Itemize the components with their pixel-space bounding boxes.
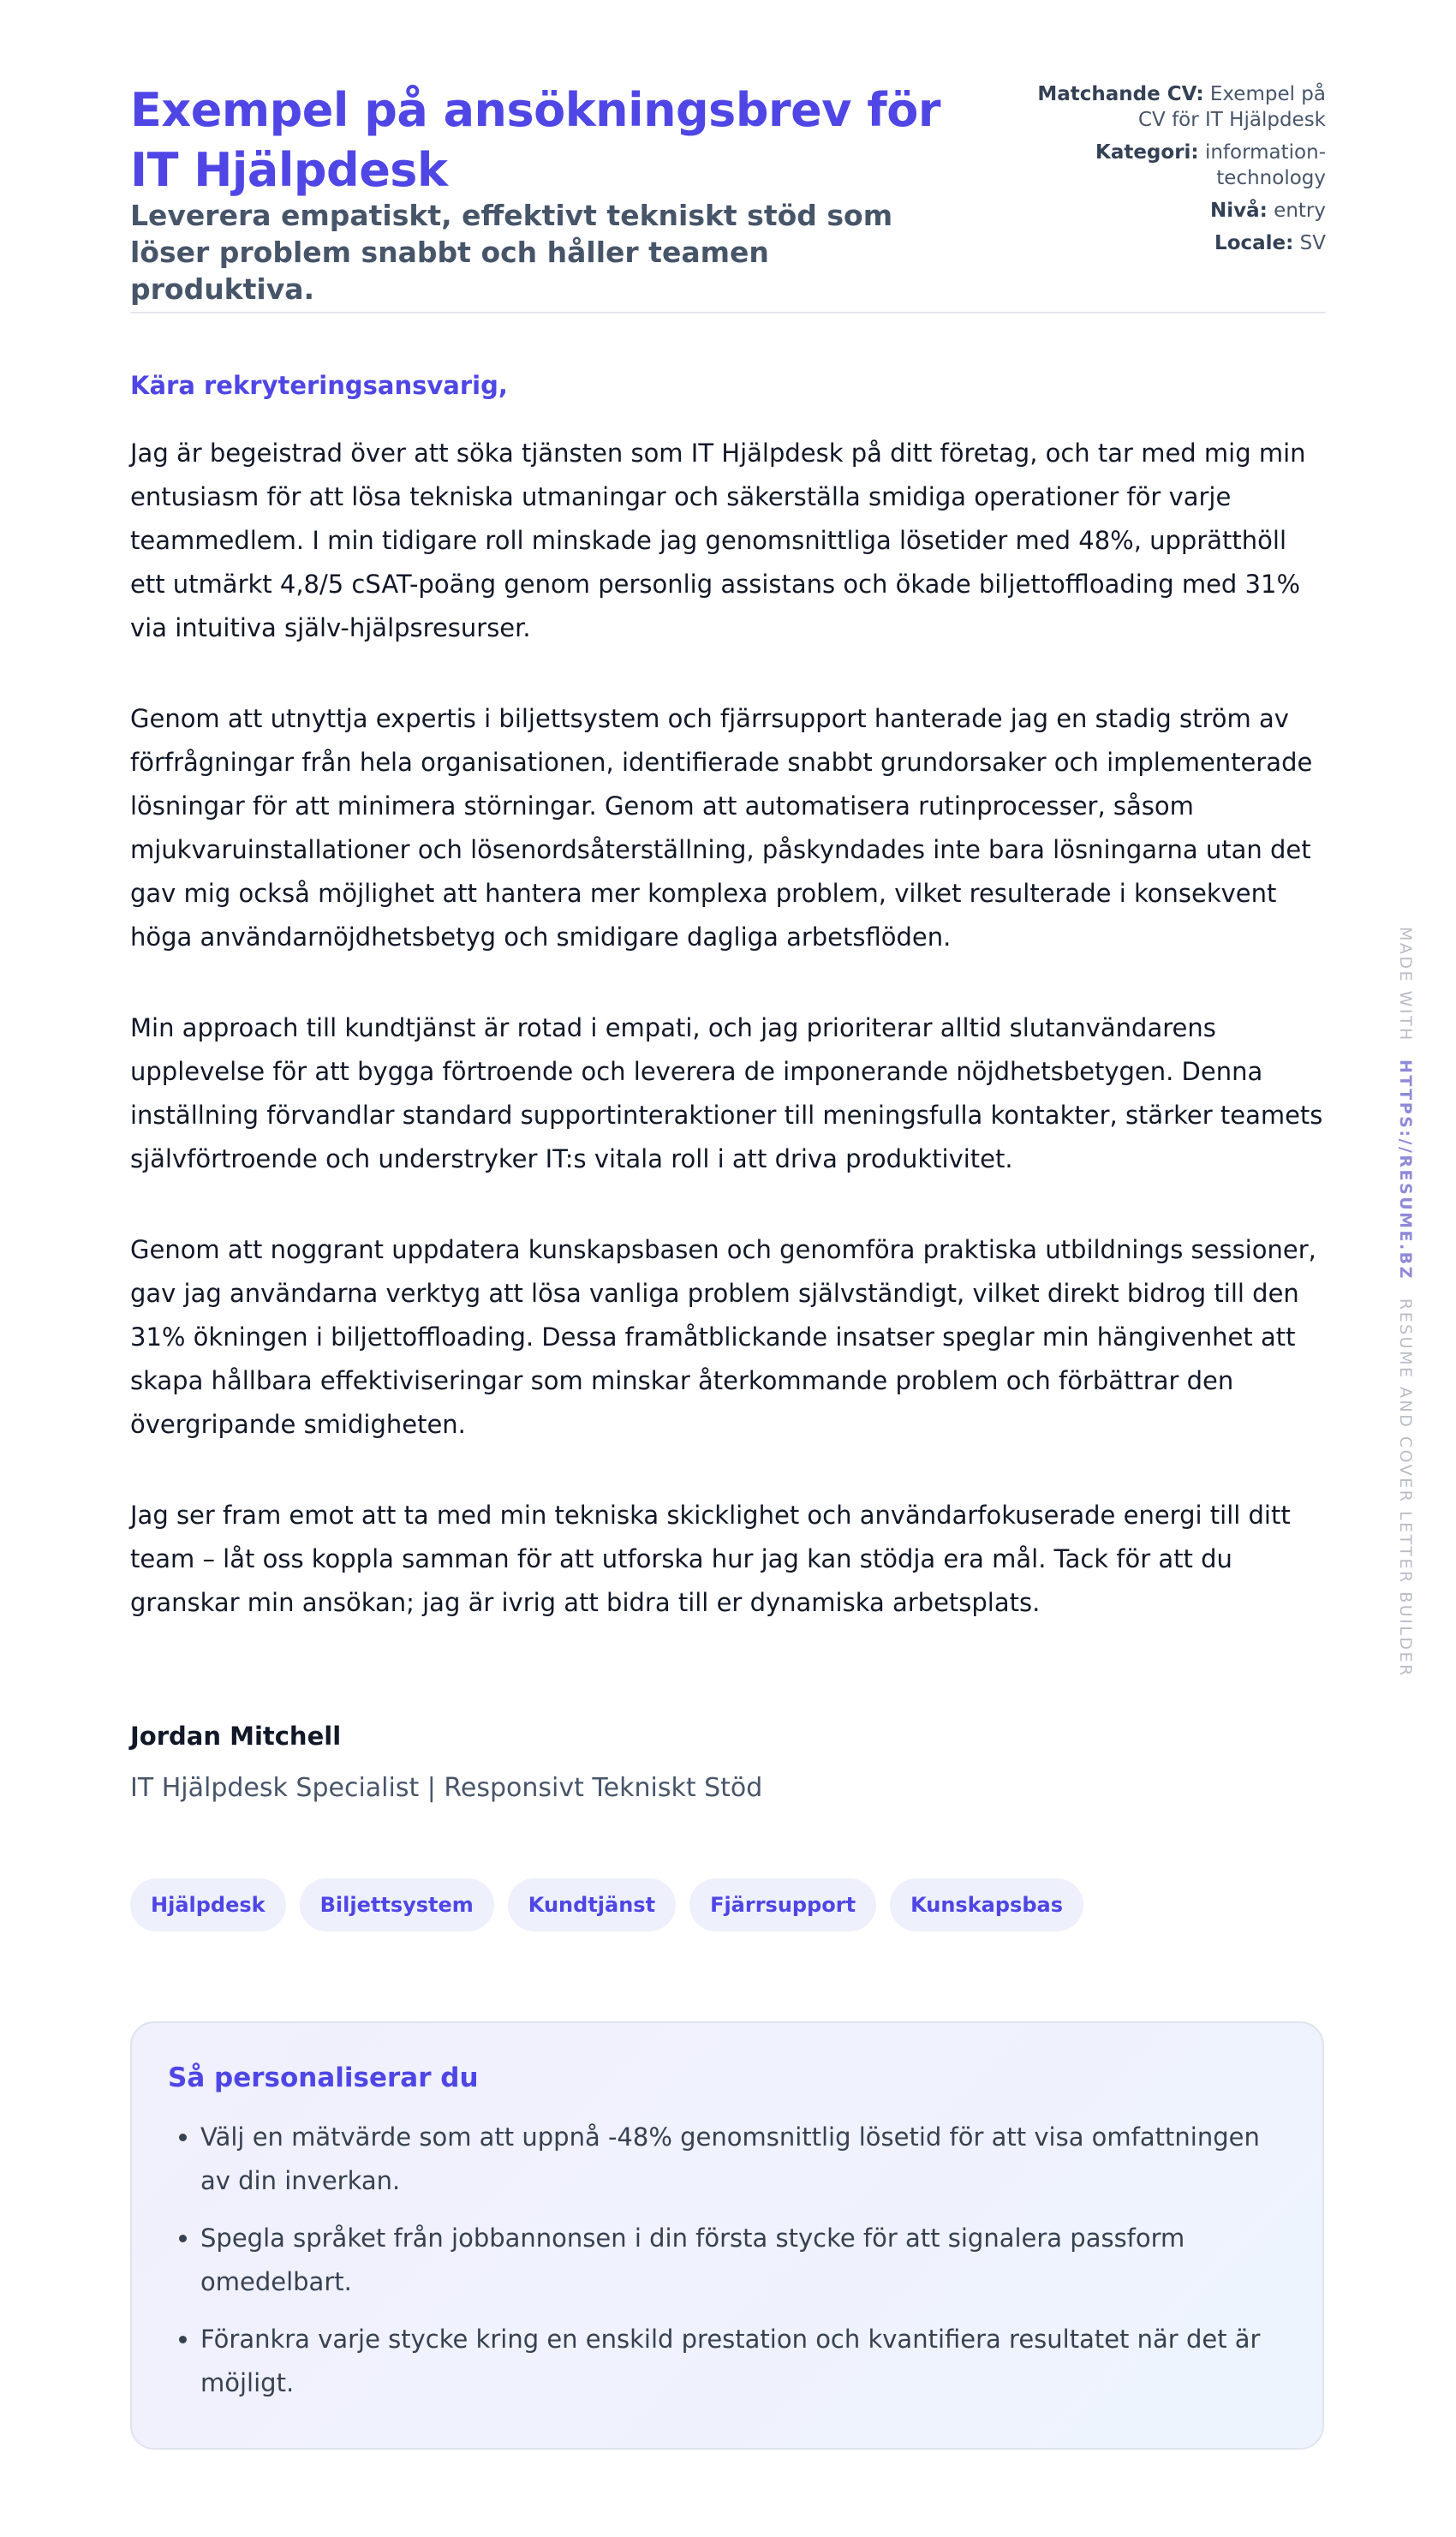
meta-label: Matchande CV:: [1037, 83, 1204, 105]
skill-tag[interactable]: Biljettsystem: [300, 1878, 494, 1931]
page-title: Exempel på ansökningsbrev för IT Hjälpdesk: [130, 83, 940, 197]
meta-matching-cv: [1035, 81, 1326, 133]
page-subtitle: Leverera empatiskt, effektivt tekniskt stöd som löser problem snabbt och håller teamen produktiva.: [130, 199, 893, 306]
letter-greeting: Kära rekryteringsansvarig,: [130, 371, 508, 400]
letter-paragraph: Jag ser fram emot att ta med min tekniska skicklighet och användarfokuserade energi till ditt team – låt oss koppla samman för att utforska hur jag kan stödja era mål. Tack för att du granskar min ansökan; jag är ivrig att bidra till er dynamiska arbetsplats.: [130, 1501, 1291, 1617]
letter-paragraph: Min approach till kundtjänst är rotad i empati, och jag prioriterar alltid slutanvändarens upplevelse för att bygga förtroende och leverera de imponerande nöjdhetsbetygen. Denna inställning förvandlar standard supportinteraktioner till meningsfulla kontakter, stärker teamets självförtroende och understryker IT:s vitala roll i att driva produktivitet.: [130, 1013, 1323, 1173]
watermark-suffix: RESUME AND COVER LETTER BUILDER: [1396, 1298, 1415, 1678]
cover-letter-page: [130, 0, 1326, 2397]
meta-category: [1035, 140, 1326, 191]
meta-level: [1035, 198, 1326, 224]
meta-label: Kategori:: [1095, 141, 1199, 164]
watermark-prefix: MADE WITH: [1396, 927, 1415, 1042]
tips-title: Så personaliserar du: [168, 2062, 479, 2093]
page-header: [130, 0, 1326, 313]
tips-list: [168, 2116, 1286, 2405]
skill-tag[interactable]: Kundtjänst: [508, 1878, 676, 1931]
meta-value: entry: [1274, 200, 1326, 222]
signature-name: Jordan Mitchell: [130, 1722, 342, 1751]
vertical-watermark: [1389, 927, 1415, 1678]
tip-item: • Välj en mätvärde som att uppnå -48% genomsnittlig lösetid för att visa omfattningen av din inverkan.: [200, 2116, 1286, 2203]
meta-label: Nivå:: [1210, 200, 1268, 222]
meta-value: SV: [1299, 232, 1326, 254]
meta-locale: [1035, 230, 1326, 256]
tip-item: • Förankra varje stycke kring en enskild prestation och kvantifiera resultatet när det är möjligt.: [200, 2318, 1286, 2405]
letter-paragraph: Genom att utnyttja expertis i biljettsystem och fjärrsupport hanterade jag en stadig ström av förfrågningar från hela organisationen, identifierade snabbt grundorsaker och implementerade lösningar för att minimera störningar. Genom att automatisera rutinprocesser, såsom mjukvaruinstallationer och lösenordsåterställning, påskyndades inte bara lösningarna utan det gav mig också möjlighet att hantera mer komplexa problem, vilket resulterade i konsekvent höga användarnöjdhetsbetyg och smidigare dagliga arbetsflöden.: [130, 704, 1313, 952]
skill-tag[interactable]: Fjärrsupport: [689, 1878, 876, 1931]
skill-tag[interactable]: Hjälpdesk: [130, 1878, 286, 1931]
meta-panel: [1035, 81, 1326, 263]
watermark-link[interactable]: HTTPS://RESUME.BZ: [1396, 1060, 1415, 1281]
letter-body: [130, 368, 1326, 1672]
letter-paragraph: Jag är begeistrad över att söka tjänsten som IT Hjälpdesk på ditt företag, och tar med mig min entusiasm för att lösa tekniska utmaningar och säkerställa smidiga operationer för varje teammedlem. I min tidigare roll minskade jag genomsnittliga lösetider med 48%, upprätthöll ett utmärkt 4,8/5 cSAT-poäng genom personlig assistans och ökade biljettoffloading med 31% via intuitiva själv-hjälpsresurser.: [130, 439, 1306, 642]
signature-role: IT Hjälpdesk Specialist | Responsivt Tekniskt Stöd: [130, 1773, 763, 1803]
meta-value-link[interactable]: Exempel på CV för IT Hjälpdesk: [1137, 83, 1326, 131]
meta-value: information-technology: [1204, 141, 1326, 189]
tip-item: • Spegla språket från jobbannonsen i din första stycke för att signalera passform omedelbart.: [200, 2217, 1286, 2304]
skill-tags: [130, 1878, 1083, 1931]
skill-tag[interactable]: Kunskapsbas: [890, 1878, 1083, 1931]
personalization-tips-card: [130, 2021, 1324, 2450]
letter-paragraph: Genom att noggrant uppdatera kunskapsbasen och genomföra praktiska utbildnings sessioner, gav jag användarna verktyg att lösa vanliga problem självständigt, vilket direkt bidrog till den 31% ökningen i biljettoffloading. Dessa framåtblickande insatser speglar min hängivenhet att skapa hållbara effektiviseringar som minskar återkommande problem och förbättrar den övergripande smidigheten.: [130, 1235, 1316, 1439]
meta-label: Locale:: [1214, 232, 1294, 254]
